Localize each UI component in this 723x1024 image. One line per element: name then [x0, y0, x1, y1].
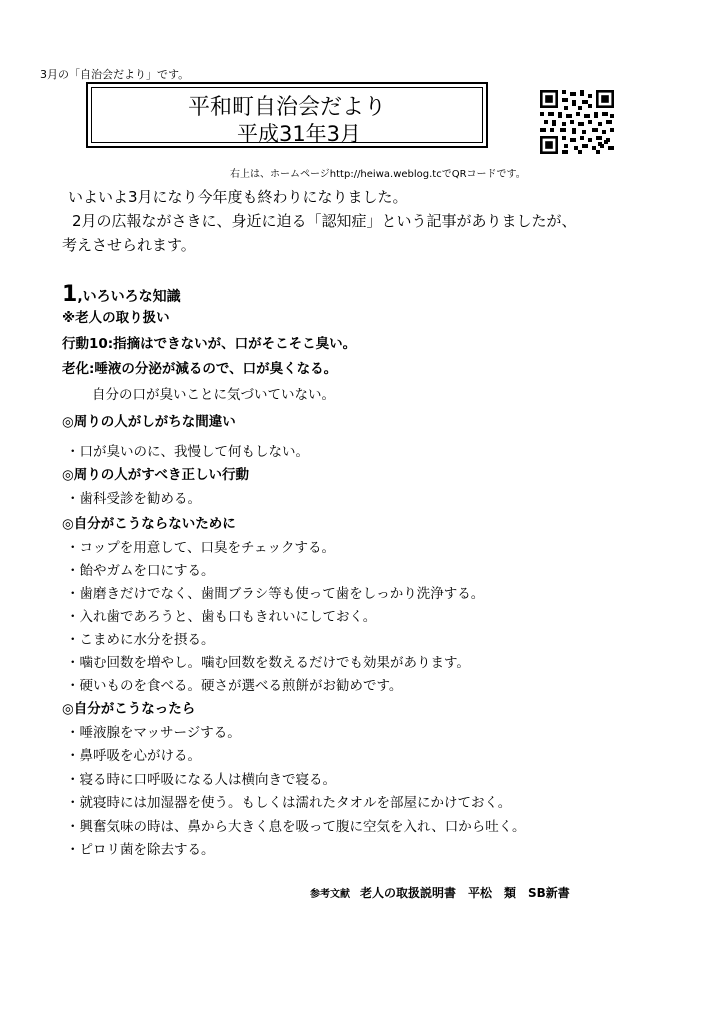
list-item: ・硬いものを食べる。硬さが選べる煎餅がお勧めです。: [66, 678, 403, 694]
page-date: 平成31年3月: [236, 122, 362, 146]
prevent-heading: ◎自分がこうならないために: [62, 516, 236, 532]
title-box: [86, 82, 488, 148]
list-item: ・入れ歯であろうと、歯も口もきれいにしておく。: [66, 609, 377, 625]
section-heading: [62, 282, 181, 307]
qr-code-icon: [540, 90, 614, 154]
intro-line-2: 2月の広報ながさきに、身近に迫る「認知症」という記事がありましたが、: [72, 212, 577, 230]
reference: [310, 884, 570, 901]
header-note: 3月の「自治会だより」です。: [40, 68, 190, 81]
list-item: ・唾液腺をマッサージする。: [66, 725, 241, 741]
list-item: ・ピロリ菌を除去する。: [66, 842, 215, 858]
list-item: ・就寝時には加湿器を使う。もしくは濡れたタオルを部屋にかけておく。: [66, 795, 512, 811]
aging-note: 自分の口が臭いことに気づいていない。: [92, 387, 335, 403]
qr-caption: 右上は、ホームページhttp://heiwa.weblog.tcでQRコードです。: [230, 169, 526, 180]
list-item: ・寝る時に口呼吸になる人は横向きで寝る。: [66, 772, 336, 788]
list-item: ・口が臭いのに、我慢して何もしない。: [66, 444, 309, 460]
section-title: ,いろいろな知識: [77, 289, 181, 305]
list-item: ・鼻呼吸を心がける。: [66, 748, 201, 764]
list-item: ・歯磨きだけでなく、歯間ブラシ等も使って歯をしっかり洗浄する。: [66, 586, 485, 602]
correct-heading: ◎周りの人がすべき正しい行動: [62, 467, 250, 483]
page-title: 平和町自治会だより: [187, 95, 386, 120]
reference-label: 参考文献: [310, 889, 350, 900]
list-item: ・こまめに水分を摂る。: [66, 632, 215, 648]
after-heading: ◎自分がこうなったら: [62, 701, 196, 717]
mistake-heading: ◎周りの人がしがちな間違い: [62, 414, 236, 430]
list-item: ・噛む回数を増やし。噛む回数を数えるだけでも効果があります。: [66, 655, 470, 671]
list-item: ・飴やガムを口にする。: [66, 563, 215, 579]
aging-line: 老化:唾液の分泌が減るので、口が臭くなる。: [62, 361, 338, 377]
list-item: ・興奮気味の時は、鼻から大きく息を吸って腹に空気を入れ、口から吐く。: [66, 819, 526, 835]
action-line: 行動10:指摘はできないが、口がそこそこ臭い。: [62, 336, 357, 352]
section-number: 1: [62, 282, 78, 307]
intro-line-3: 考えさせられます。: [62, 236, 196, 254]
list-item: ・コップを用意して、口臭をチェックする。: [66, 540, 336, 556]
section-subtitle: ※老人の取り扱い: [62, 310, 170, 326]
list-item: ・歯科受診を勧める。: [66, 491, 201, 507]
intro-line-1: いよいよ3月になり今年度も終わりになりました。: [68, 188, 408, 206]
reference-text: 老人の取扱説明書 平松 類 SB新書: [360, 886, 570, 900]
